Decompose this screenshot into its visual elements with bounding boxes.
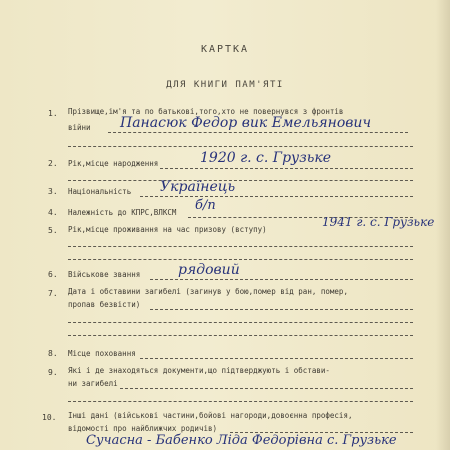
field-1-value: Панасюк Федор вик Емельянович xyxy=(120,115,372,131)
field-4-value: б/п xyxy=(195,198,216,213)
field-1-label-line2: війни xyxy=(68,123,91,132)
field-2-line-extra xyxy=(68,180,413,181)
field-6-line xyxy=(150,279,413,280)
field-10-value: Сучасна - Бабенко Ліда Федорівна с. Грузьке xyxy=(86,433,397,448)
field-3-label: Національність xyxy=(68,187,132,196)
field-1-number: 1. xyxy=(48,109,58,118)
field-9-number: 9. xyxy=(48,368,58,377)
field-7-number: 7. xyxy=(48,289,58,298)
field-8-number: 8. xyxy=(48,349,58,358)
field-3-number: 3. xyxy=(48,187,58,196)
field-5-value: 1941 г. с. Грузьке xyxy=(322,215,435,229)
field-2-line xyxy=(160,168,413,169)
field-9-label-line1: Які і де знаходяться документи,що підтверджують і обстави- xyxy=(68,366,330,375)
field-5-line xyxy=(68,246,413,247)
field-7-line-extra-1 xyxy=(68,322,413,323)
field-7-label-line1: Дата і обставини загибелі (загинув у бою,помер від ран, помер, xyxy=(68,287,348,296)
field-4-number: 4. xyxy=(48,208,58,217)
field-10-label-line2: відомості про найближчих родичів) xyxy=(68,424,218,433)
card-title: КАРТКА xyxy=(200,44,250,55)
field-3-value: Українець xyxy=(160,179,236,195)
field-2-label: Рік,місце народження xyxy=(68,159,159,168)
field-10-number: 10. xyxy=(42,413,57,422)
field-6-label: Військове звання xyxy=(68,270,141,279)
field-9-label-line2: ни загибелі xyxy=(68,379,118,388)
field-8-label: Місце поховання xyxy=(68,349,136,358)
field-2-number: 2. xyxy=(48,159,58,168)
field-1-line-extra xyxy=(68,146,413,147)
field-9-line-extra xyxy=(68,401,413,402)
paper-edge-shadow xyxy=(436,0,450,450)
card-subtitle: ДЛЯ КНИГИ ПАМ'ЯТІ xyxy=(166,80,284,90)
field-5-number: 5. xyxy=(48,226,58,235)
field-7-label-line2: пропав безвісти) xyxy=(68,300,141,309)
field-9-line xyxy=(120,388,413,389)
field-5-label: Рік,місце проживання на час призову (вступу) xyxy=(68,225,267,234)
field-8-line xyxy=(140,358,413,359)
field-1-line xyxy=(108,132,408,133)
field-2-value: 1920 г. с. Грузьке xyxy=(200,150,332,166)
field-10-line xyxy=(230,432,413,433)
field-7-line xyxy=(150,309,413,310)
field-7-line-extra-2 xyxy=(68,335,413,336)
field-6-number: 6. xyxy=(48,270,58,279)
field-4-label: Належність до КПРС,ВЛКСМ xyxy=(68,208,177,217)
field-1-label-line1: Прізвище,ім'я та по батькові,того,хто не повернувся з фронтів xyxy=(68,107,344,116)
field-3-line xyxy=(140,196,413,197)
field-6-value: рядовий xyxy=(178,262,240,278)
field-10-label-line1: Інші дані (військові частини,бойові нагороди,довоєнна професія, xyxy=(68,411,353,420)
field-5-line-extra xyxy=(68,259,413,260)
